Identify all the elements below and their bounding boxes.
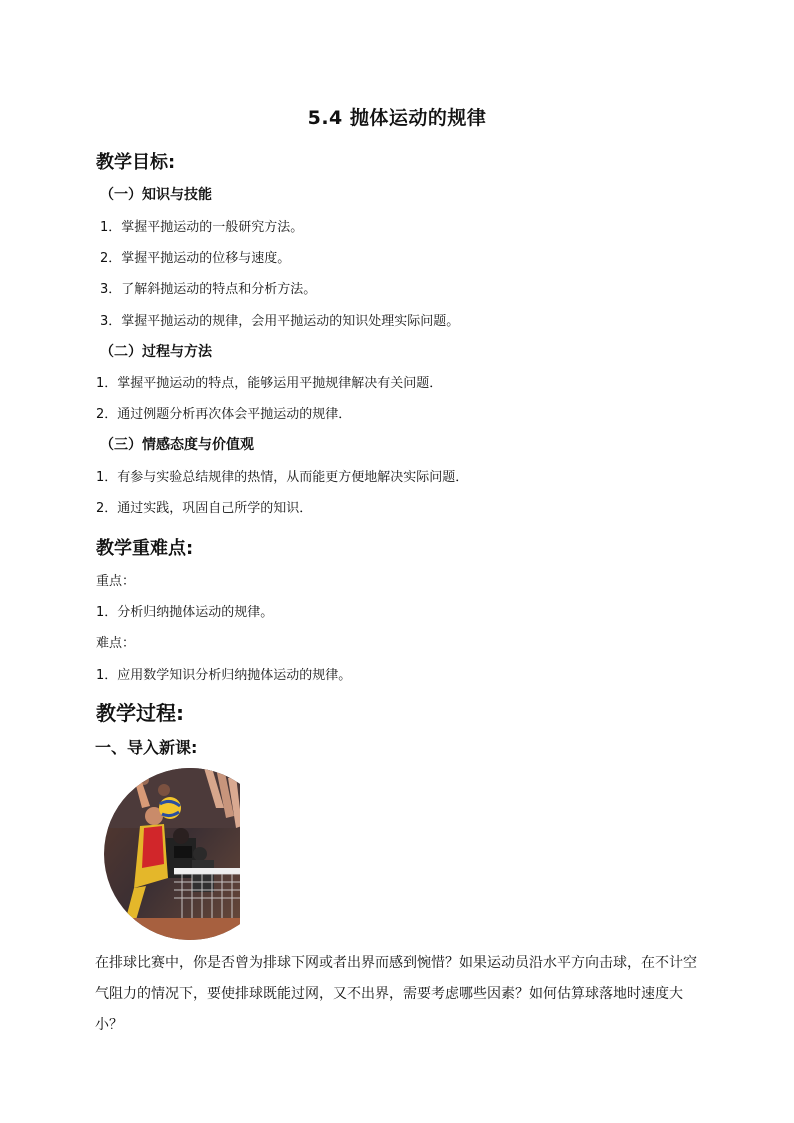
process-item: 1．掌握平抛运动的特点，能够运用平抛规律解决有关问题．	[96, 376, 443, 391]
intro-paragraph: 在排球比赛中，你是否曾为排球下网或者出界而感到惋惜？如果运动员沿水平方向击球，在不计空气阻力的情况下，要使排球既能过网，又不出界，需要考虑哪些因素？如何估算球落地时速度大小？	[95, 955, 697, 1033]
knowledge-item: 2．掌握平抛运动的位移与速度。	[100, 251, 291, 266]
key-points-heading: 教学重难点:	[96, 538, 194, 559]
volleyball-spike-photo	[104, 768, 240, 940]
teaching-process-heading: 教学过程:	[96, 701, 184, 725]
process-item: 2．通过例题分析再次体会平抛运动的规律．	[96, 407, 352, 422]
difficulty-item: 1．应用数学知识分析归纳抛体运动的规律。	[96, 668, 352, 683]
knowledge-skills-heading: （一）知识与技能	[100, 187, 212, 203]
knowledge-item: 3．掌握平抛运动的规律，会用平抛运动的知识处理实际问题。	[100, 314, 460, 329]
focus-item: 1．分析归纳抛体运动的规律。	[96, 605, 274, 620]
attitude-values-heading: （三）情感态度与价值观	[100, 437, 254, 453]
focus-label: 重点：	[96, 574, 136, 589]
intro-heading: 一、导入新课:	[95, 738, 198, 757]
difficulty-label: 难点：	[96, 636, 136, 651]
attitude-item: 2．通过实践，巩固自己所学的知识．	[96, 501, 313, 516]
process-methods-heading: （二）过程与方法	[100, 344, 212, 360]
objectives-heading: 教学目标:	[96, 152, 176, 173]
knowledge-item: 3．了解斜抛运动的特点和分析方法。	[100, 282, 317, 297]
knowledge-item: 1．掌握平抛运动的一般研究方法。	[100, 220, 304, 235]
page-title: 5.4 抛体运动的规律	[307, 107, 487, 129]
attitude-item: 1．有参与实验总结规律的热情，从而能更方便地解决实际问题．	[96, 470, 469, 485]
